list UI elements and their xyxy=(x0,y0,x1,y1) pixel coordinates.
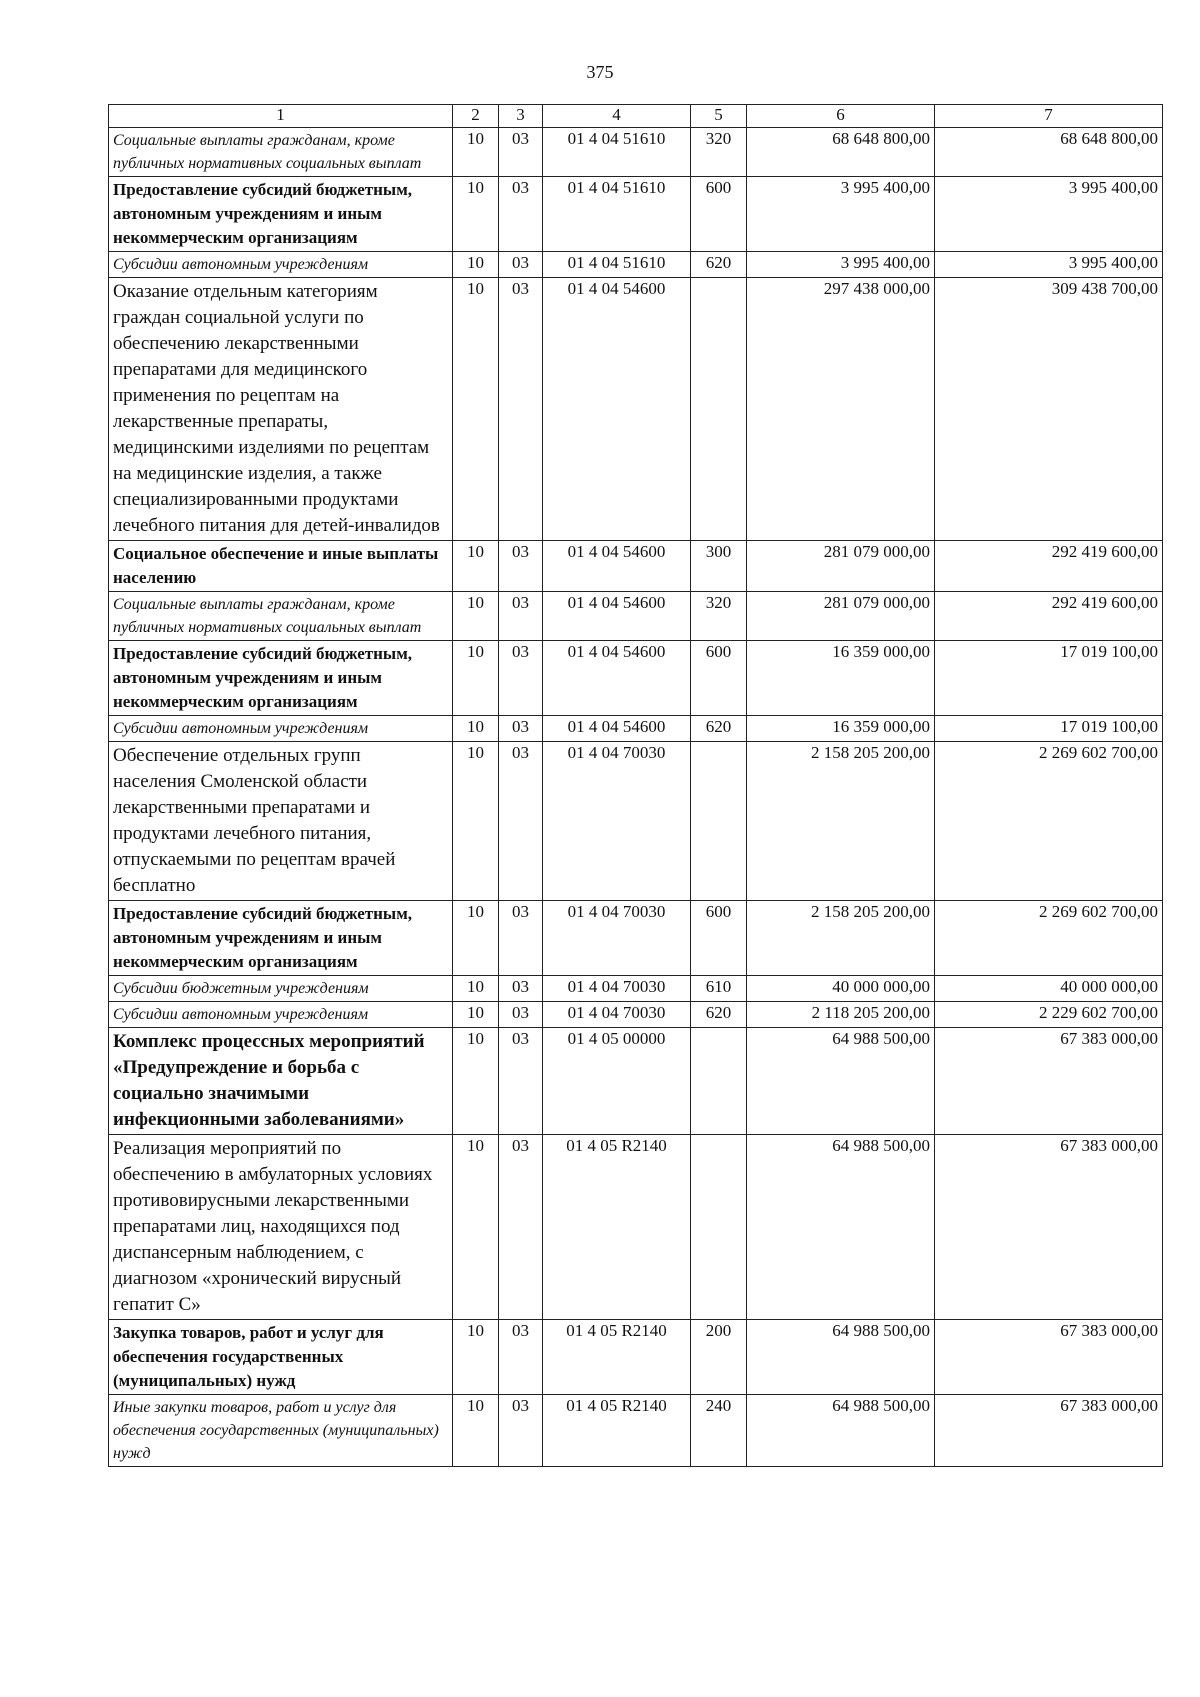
table-row xyxy=(109,1028,1163,1135)
subsection-code: 03 xyxy=(499,252,543,278)
row-name: Субсидии автономным учреждениям xyxy=(109,252,453,278)
subsection-code: 03 xyxy=(499,1028,543,1135)
expense-type-code xyxy=(691,1028,747,1135)
row-name: Реализация мероприятий по обеспечению в амбулаторных условиях противовирусными лекарственными препаратами лиц, находящихся под диспансерным наблюдением, с диагнозом «хронический вирусный гепатит С» xyxy=(109,1135,453,1320)
expense-type-code: 600 xyxy=(691,901,747,976)
amount-year-2: 3 995 400,00 xyxy=(935,252,1163,278)
table-row xyxy=(109,901,1163,976)
amount-year-1: 2 158 205 200,00 xyxy=(747,901,935,976)
column-header: 4 xyxy=(543,105,691,128)
amount-year-1: 40 000 000,00 xyxy=(747,976,935,1002)
amount-year-1: 2 118 205 200,00 xyxy=(747,1002,935,1028)
section-code: 10 xyxy=(453,177,499,252)
amount-year-1: 16 359 000,00 xyxy=(747,716,935,742)
expense-type-code: 600 xyxy=(691,177,747,252)
target-article-code: 01 4 04 54600 xyxy=(543,716,691,742)
expense-type-code: 620 xyxy=(691,1002,747,1028)
subsection-code: 03 xyxy=(499,1395,543,1467)
expense-type-code: 600 xyxy=(691,641,747,716)
expense-type-code: 240 xyxy=(691,1395,747,1467)
section-code: 10 xyxy=(453,128,499,177)
subsection-code: 03 xyxy=(499,128,543,177)
amount-year-2: 67 383 000,00 xyxy=(935,1320,1163,1395)
expense-type-code: 320 xyxy=(691,592,747,641)
target-article-code: 01 4 05 R2140 xyxy=(543,1135,691,1320)
expense-type-code xyxy=(691,278,747,541)
row-name: Субсидии автономным учреждениям xyxy=(109,1002,453,1028)
target-article-code: 01 4 04 51610 xyxy=(543,177,691,252)
amount-year-2: 17 019 100,00 xyxy=(935,716,1163,742)
section-code: 10 xyxy=(453,901,499,976)
amount-year-1: 281 079 000,00 xyxy=(747,592,935,641)
target-article-code: 01 4 04 51610 xyxy=(543,128,691,177)
row-name: Предоставление субсидий бюджетным, автономным учреждениям и иным некоммерческим организациям xyxy=(109,177,453,252)
section-code: 10 xyxy=(453,541,499,592)
expense-type-code: 300 xyxy=(691,541,747,592)
section-code: 10 xyxy=(453,1002,499,1028)
column-header: 5 xyxy=(691,105,747,128)
amount-year-1: 16 359 000,00 xyxy=(747,641,935,716)
subsection-code: 03 xyxy=(499,901,543,976)
row-name: Социальные выплаты гражданам, кроме публичных нормативных социальных выплат xyxy=(109,592,453,641)
table-row xyxy=(109,1135,1163,1320)
amount-year-1: 64 988 500,00 xyxy=(747,1320,935,1395)
amount-year-1: 3 995 400,00 xyxy=(747,177,935,252)
amount-year-2: 309 438 700,00 xyxy=(935,278,1163,541)
target-article-code: 01 4 04 70030 xyxy=(543,901,691,976)
amount-year-1: 3 995 400,00 xyxy=(747,252,935,278)
table-row xyxy=(109,641,1163,716)
amount-year-2: 292 419 600,00 xyxy=(935,592,1163,641)
row-name: Комплекс процессных мероприятий «Предупреждение и борьба с социально значимыми инфекционными заболеваниями» xyxy=(109,1028,453,1135)
amount-year-2: 67 383 000,00 xyxy=(935,1135,1163,1320)
amount-year-1: 297 438 000,00 xyxy=(747,278,935,541)
expense-type-code xyxy=(691,1135,747,1320)
target-article-code: 01 4 04 54600 xyxy=(543,278,691,541)
column-number-row xyxy=(109,105,1163,128)
row-name: Социальные выплаты гражданам, кроме публичных нормативных социальных выплат xyxy=(109,128,453,177)
target-article-code: 01 4 04 54600 xyxy=(543,641,691,716)
amount-year-1: 64 988 500,00 xyxy=(747,1135,935,1320)
column-header: 2 xyxy=(453,105,499,128)
section-code: 10 xyxy=(453,1320,499,1395)
row-name: Оказание отдельным категориям граждан социальной услуги по обеспечению лекарственными препаратами для медицинского применения по рецептам на лекарственные препараты, медицинскими изделиями по рецептам на медицинские изделия, а также специализированными продуктами лечебного питания для детей-инвалидов xyxy=(109,278,453,541)
section-code: 10 xyxy=(453,592,499,641)
section-code: 10 xyxy=(453,1135,499,1320)
amount-year-1: 64 988 500,00 xyxy=(747,1395,935,1467)
table-row xyxy=(109,716,1163,742)
column-header: 6 xyxy=(747,105,935,128)
amount-year-2: 67 383 000,00 xyxy=(935,1395,1163,1467)
target-article-code: 01 4 04 70030 xyxy=(543,976,691,1002)
section-code: 10 xyxy=(453,716,499,742)
amount-year-1: 2 158 205 200,00 xyxy=(747,742,935,901)
row-name: Иные закупки товаров, работ и услуг для обеспечения государственных (муниципальных) нужд xyxy=(109,1395,453,1467)
expense-type-code: 610 xyxy=(691,976,747,1002)
table-row xyxy=(109,278,1163,541)
budget-table xyxy=(108,104,1163,1467)
table-row xyxy=(109,128,1163,177)
table-body xyxy=(109,128,1163,1467)
column-header: 1 xyxy=(109,105,453,128)
amount-year-1: 68 648 800,00 xyxy=(747,128,935,177)
target-article-code: 01 4 04 54600 xyxy=(543,592,691,641)
row-name: Субсидии автономным учреждениям xyxy=(109,716,453,742)
row-name: Предоставление субсидий бюджетным, автономным учреждениям и иным некоммерческим организациям xyxy=(109,641,453,716)
subsection-code: 03 xyxy=(499,1320,543,1395)
subsection-code: 03 xyxy=(499,742,543,901)
table-row xyxy=(109,976,1163,1002)
target-article-code: 01 4 04 70030 xyxy=(543,742,691,901)
page-number: 375 xyxy=(586,62,614,82)
section-code: 10 xyxy=(453,976,499,1002)
expense-type-code xyxy=(691,742,747,901)
row-name: Социальное обеспечение и иные выплаты населению xyxy=(109,541,453,592)
section-code: 10 xyxy=(453,252,499,278)
section-code: 10 xyxy=(453,641,499,716)
table-row xyxy=(109,1320,1163,1395)
column-header: 7 xyxy=(935,105,1163,128)
subsection-code: 03 xyxy=(499,976,543,1002)
subsection-code: 03 xyxy=(499,1002,543,1028)
row-name: Субсидии бюджетным учреждениям xyxy=(109,976,453,1002)
target-article-code: 01 4 05 00000 xyxy=(543,1028,691,1135)
table-row xyxy=(109,742,1163,901)
amount-year-2: 17 019 100,00 xyxy=(935,641,1163,716)
target-article-code: 01 4 05 R2140 xyxy=(543,1320,691,1395)
section-code: 10 xyxy=(453,742,499,901)
amount-year-2: 2 269 602 700,00 xyxy=(935,742,1163,901)
subsection-code: 03 xyxy=(499,716,543,742)
table-row xyxy=(109,1002,1163,1028)
subsection-code: 03 xyxy=(499,177,543,252)
amount-year-1: 281 079 000,00 xyxy=(747,541,935,592)
amount-year-2: 292 419 600,00 xyxy=(935,541,1163,592)
table-row xyxy=(109,1395,1163,1467)
amount-year-2: 3 995 400,00 xyxy=(935,177,1163,252)
subsection-code: 03 xyxy=(499,541,543,592)
target-article-code: 01 4 04 70030 xyxy=(543,1002,691,1028)
amount-year-2: 40 000 000,00 xyxy=(935,976,1163,1002)
amount-year-2: 67 383 000,00 xyxy=(935,1028,1163,1135)
target-article-code: 01 4 04 54600 xyxy=(543,541,691,592)
expense-type-code: 200 xyxy=(691,1320,747,1395)
column-header: 3 xyxy=(499,105,543,128)
amount-year-2: 2 269 602 700,00 xyxy=(935,901,1163,976)
amount-year-2: 2 229 602 700,00 xyxy=(935,1002,1163,1028)
table-row xyxy=(109,592,1163,641)
amount-year-1: 64 988 500,00 xyxy=(747,1028,935,1135)
table-row xyxy=(109,252,1163,278)
expense-type-code: 320 xyxy=(691,128,747,177)
section-code: 10 xyxy=(453,1028,499,1135)
section-code: 10 xyxy=(453,1395,499,1467)
table-row xyxy=(109,541,1163,592)
table-row xyxy=(109,177,1163,252)
target-article-code: 01 4 05 R2140 xyxy=(543,1395,691,1467)
row-name: Закупка товаров, работ и услуг для обеспечения государственных (муниципальных) нужд xyxy=(109,1320,453,1395)
subsection-code: 03 xyxy=(499,1135,543,1320)
section-code: 10 xyxy=(453,278,499,541)
subsection-code: 03 xyxy=(499,641,543,716)
row-name: Предоставление субсидий бюджетным, автономным учреждениям и иным некоммерческим организациям xyxy=(109,901,453,976)
row-name: Обеспечение отдельных групп населения Смоленской области лекарственными препаратами и продуктами лечебного питания, отпускаемыми по рецептам врачей бесплатно xyxy=(109,742,453,901)
amount-year-2: 68 648 800,00 xyxy=(935,128,1163,177)
subsection-code: 03 xyxy=(499,278,543,541)
expense-type-code: 620 xyxy=(691,252,747,278)
target-article-code: 01 4 04 51610 xyxy=(543,252,691,278)
expense-type-code: 620 xyxy=(691,716,747,742)
subsection-code: 03 xyxy=(499,592,543,641)
